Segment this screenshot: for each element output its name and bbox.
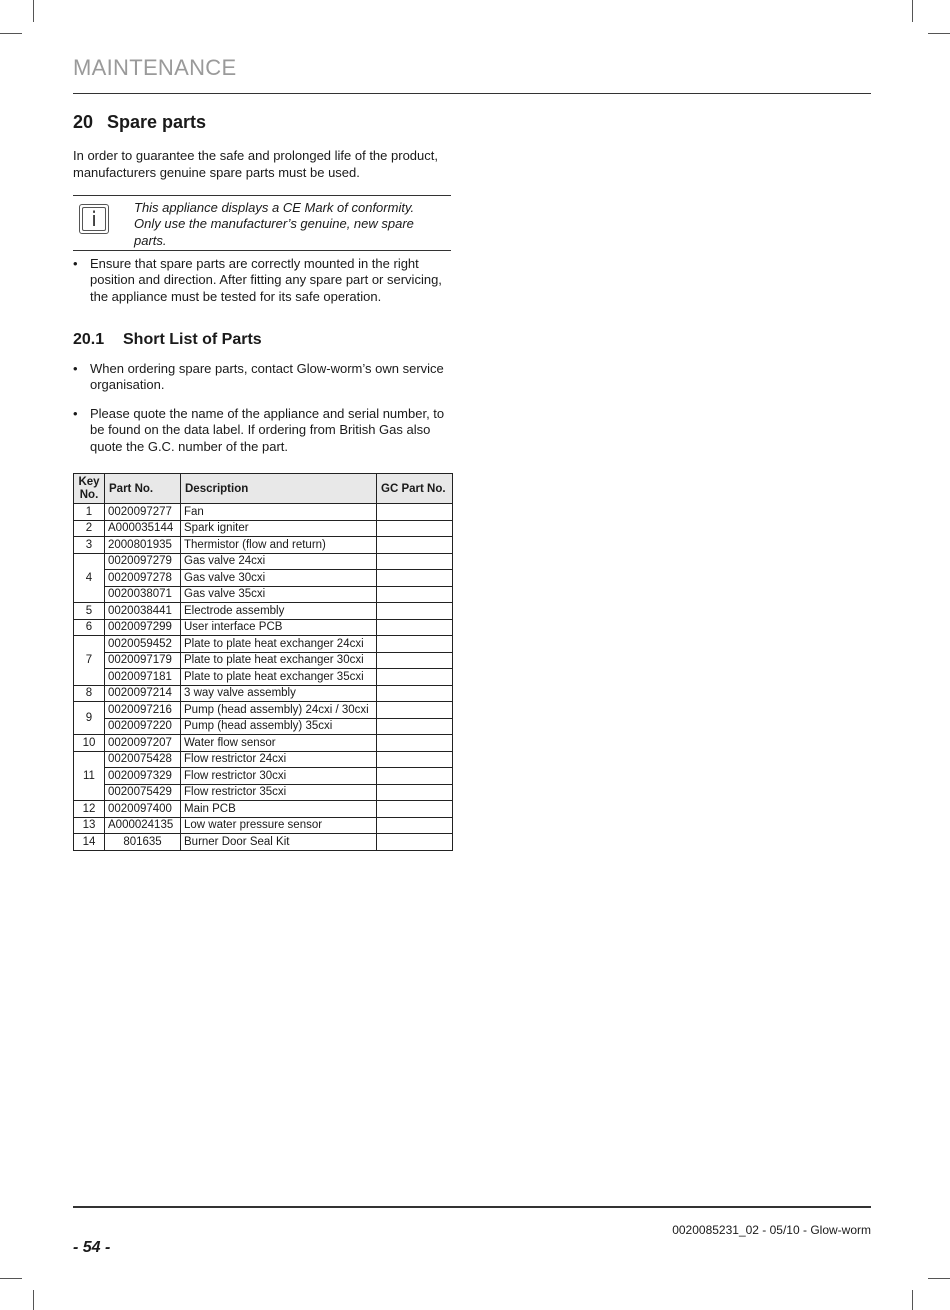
- crop-mark: [928, 33, 950, 34]
- subsection-heading: [73, 331, 262, 349]
- bullet-text: When ordering spare parts, contact Glow-worm’s own service organisation.: [90, 361, 444, 393]
- header-section-title: MAINTENANCE: [73, 55, 237, 80]
- table-row: 0020097179 Plate to plate heat exchanger 30cxi: [74, 652, 453, 669]
- table-row: 0020097278 Gas valve 30cxi: [74, 570, 453, 587]
- header-rule: [73, 93, 871, 94]
- table-row: 6 0020097299 User interface PCB: [74, 619, 453, 636]
- table-row: 13 A000024135 Low water pressure sensor: [74, 817, 453, 834]
- crop-mark: [33, 0, 34, 22]
- section-number: 20: [73, 112, 94, 132]
- table-row: 1 0020097277 Fan: [74, 504, 453, 521]
- table-row: 0020075429 Flow restrictor 35cxi: [74, 784, 453, 801]
- bullet-text: Ensure that spare parts are correctly mounted in the right position and direction. After fitting any spare part or servicing, the appliance must be tested for its safe operation.: [90, 256, 442, 304]
- header-gc-part-no: GC Part No.: [377, 474, 453, 504]
- table-row: 0020097220 Pump (head assembly) 35cxi: [74, 718, 453, 735]
- table-row: 9 0020097216 Pump (head assembly) 24cxi / 30cxi: [74, 702, 453, 719]
- crop-mark: [928, 1278, 950, 1279]
- footer-document-reference: 0020085231_02 - 05/10 - Glow-worm: [672, 1223, 871, 1237]
- footer-rule: [73, 1206, 871, 1208]
- bullet-text: Please quote the name of the appliance and serial number, to be found on the data label. If ordering from British Gas also quote the G.C. number of the part.: [90, 406, 445, 454]
- note-text: This appliance displays a CE Mark of conformity. Only use the manufacturer’s genuine, new spare parts.: [134, 200, 415, 248]
- page-number: - 54 -: [73, 1239, 111, 1256]
- crop-mark: [33, 1290, 34, 1310]
- section-title: Spare parts: [107, 112, 207, 132]
- table-row: 4 0020097279 Gas valve 24cxi: [74, 553, 453, 570]
- subsection-title: Short List of Parts: [123, 331, 262, 348]
- table-row: 10 0020097207 Water flow sensor: [74, 735, 453, 752]
- table-row: 0020097329 Flow restrictor 30cxi: [74, 768, 453, 785]
- subsection-number: 20.1: [73, 331, 105, 348]
- table-header-row: [74, 474, 453, 504]
- header-description: Description: [181, 474, 377, 504]
- table-row: 0020097181 Plate to plate heat exchanger 35cxi: [74, 669, 453, 686]
- crop-mark: [912, 0, 913, 22]
- table-row: 14 801635 Burner Door Seal Kit: [74, 834, 453, 851]
- table-row: 0020038071 Gas valve 35cxi: [74, 586, 453, 603]
- table-row: 12 0020097400 Main PCB: [74, 801, 453, 818]
- parts-table: [73, 473, 453, 851]
- table-row: 8 0020097214 3 way valve assembly: [74, 685, 453, 702]
- info-icon: i: [79, 204, 109, 234]
- section-heading: [73, 112, 206, 133]
- table-row: 5 0020038441 Electrode assembly: [74, 603, 453, 620]
- table-row: 7 0020059452 Plate to plate heat exchanger 24cxi: [74, 636, 453, 653]
- crop-mark: [912, 1290, 913, 1310]
- crop-mark: [0, 1278, 22, 1279]
- crop-mark: [0, 33, 22, 34]
- table-row: 11 0020075428 Flow restrictor 24cxi: [74, 751, 453, 768]
- section-intro: In order to guarantee the safe and prolonged life of the product, manufacturers genuine spare parts must be used.: [73, 148, 438, 180]
- header-part-no: Part No.: [105, 474, 181, 504]
- note-box: [73, 195, 451, 251]
- table-row: 3 2000801935 Thermistor (flow and return): [74, 537, 453, 554]
- table-row: 2 A000035144 Spark igniter: [74, 520, 453, 537]
- header-key-no: Key No.: [74, 474, 105, 504]
